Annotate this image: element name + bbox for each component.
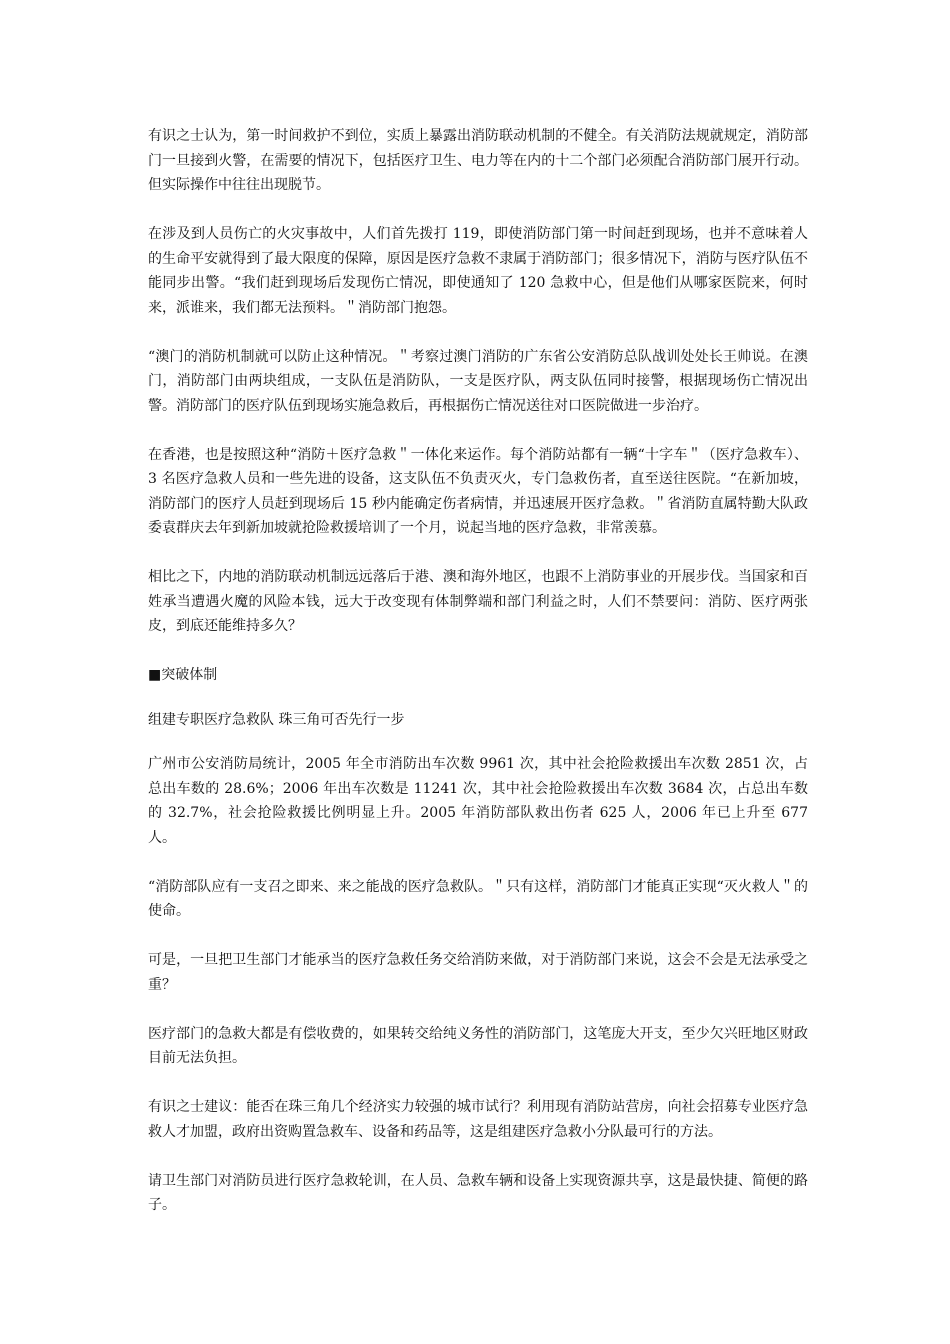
paragraph-1: 有识之士认为，第一时间救护不到位，实质上暴露出消防联动机制的不健全。有关消防法规就规定，消防部门一旦接到火警，在需要的情况下，包括医疗卫生、电力等在内的十二个部门必须配合消防部门展开行动。但实际操作中往往出现脱节。: [148, 128, 808, 193]
paragraph-5: 相比之下，内地的消防联动机制远远落后于港、澳和海外地区，也跟不上消防事业的开展步伐。当国家和百姓承当遭遇火魔的风险本钱，远大于改变现有体制弊端和部门利益之时，人们不禁要问：消防、医疗两张皮，到底还能维持多久？: [148, 569, 808, 634]
article-body: [148, 124, 808, 1242]
paragraph-4: 在香港，也是按照这种“消防＋医疗急救＂一体化来运作。每个消防站都有一辆“十字车＂（医疗急救车）、3 名医疗急救人员和一些先进的设备，这支队伍不负责灭火，专门急救伤者，直至送往医院。“在新加坡，消防部门的医疗人员赶到现场后 15 秒内能确定伤者病情，并迅速展开医疗急救。＂省消防直属特勤大队政委袁群庆去年到新加坡就抢险救援培训了一个月，说起当地的医疗急救，非常羡慕。: [148, 446, 808, 536]
paragraph-3: “澳门的消防机制就可以防止这种情况。＂考察过澳门消防的广东省公安消防总队战训处处长王帅说。在澳门，消防部门由两块组成，一支队伍是消防队，一支是医疗队，两支队伍同时接警，根据现场伤亡情况出警。消防部门的医疗队伍到现场实施急救后，再根据伤亡情况送往对口医院做进一步治疗。: [148, 348, 808, 414]
section-heading: ■突破体制: [148, 667, 218, 683]
paragraph-11: 请卫生部门对消防员进行医疗急救轮训，在人员、急救车辆和设备上实现资源共享，这是最快捷、简便的路子。: [148, 1172, 808, 1213]
paragraph-6: 广州市公安消防局统计，2005 年全市消防出车次数 9961 次，其中社会抢险救援出车次数 2851 次，占总出车数的 28.6%；2006 年出车次数是 11241 次，其中社会抢险救援出车次数 3684 次，占总出车数的 32.7%，社会抢险救援比例明显上升。2005 年消防部队救出伤者 625 人，2006 年已上升至 677 人。: [148, 756, 808, 846]
paragraph-8: 可是，一旦把卫生部门才能承当的医疗急救任务交给消防来做，对于消防部门来说，这会不会是无法承受之重？: [148, 952, 808, 993]
paragraph-9: 医疗部门的急救大都是有偿收费的，如果转交给纯义务性的消防部门，这笔庞大开支，至少欠兴旺地区财政目前无法负担。: [148, 1025, 808, 1066]
paragraph-10: 有识之士建议：能否在珠三角几个经济实力较强的城市试行？利用现有消防站营房，向社会招募专业医疗急救人才加盟，政府出资购置急救车、设备和药品等，这是组建医疗急救小分队最可行的方法。: [148, 1099, 808, 1140]
section-subheading: 组建专职医疗急救队 珠三角可否先行一步: [148, 711, 405, 728]
paragraph-2: 在涉及到人员伤亡的火灾事故中，人们首先拨打 119，即使消防部门第一时间赶到现场，也并不意味着人的生命平安就得到了最大限度的保障，原因是医疗急救不隶属于消防部门；很多情况下，消防与医疗队伍不能同步出警。“我们赶到现场后发现伤亡情况，即使通知了 120 急救中心，但是他们从哪家医院来，何时来，派谁来，我们都无法预料。＂消防部门抱怨。: [148, 226, 808, 316]
paragraph-7: “消防部队应有一支召之即来、来之能战的医疗急救队。＂只有这样，消防部门才能真正实现“灭火救人＂的使命。: [148, 878, 808, 919]
